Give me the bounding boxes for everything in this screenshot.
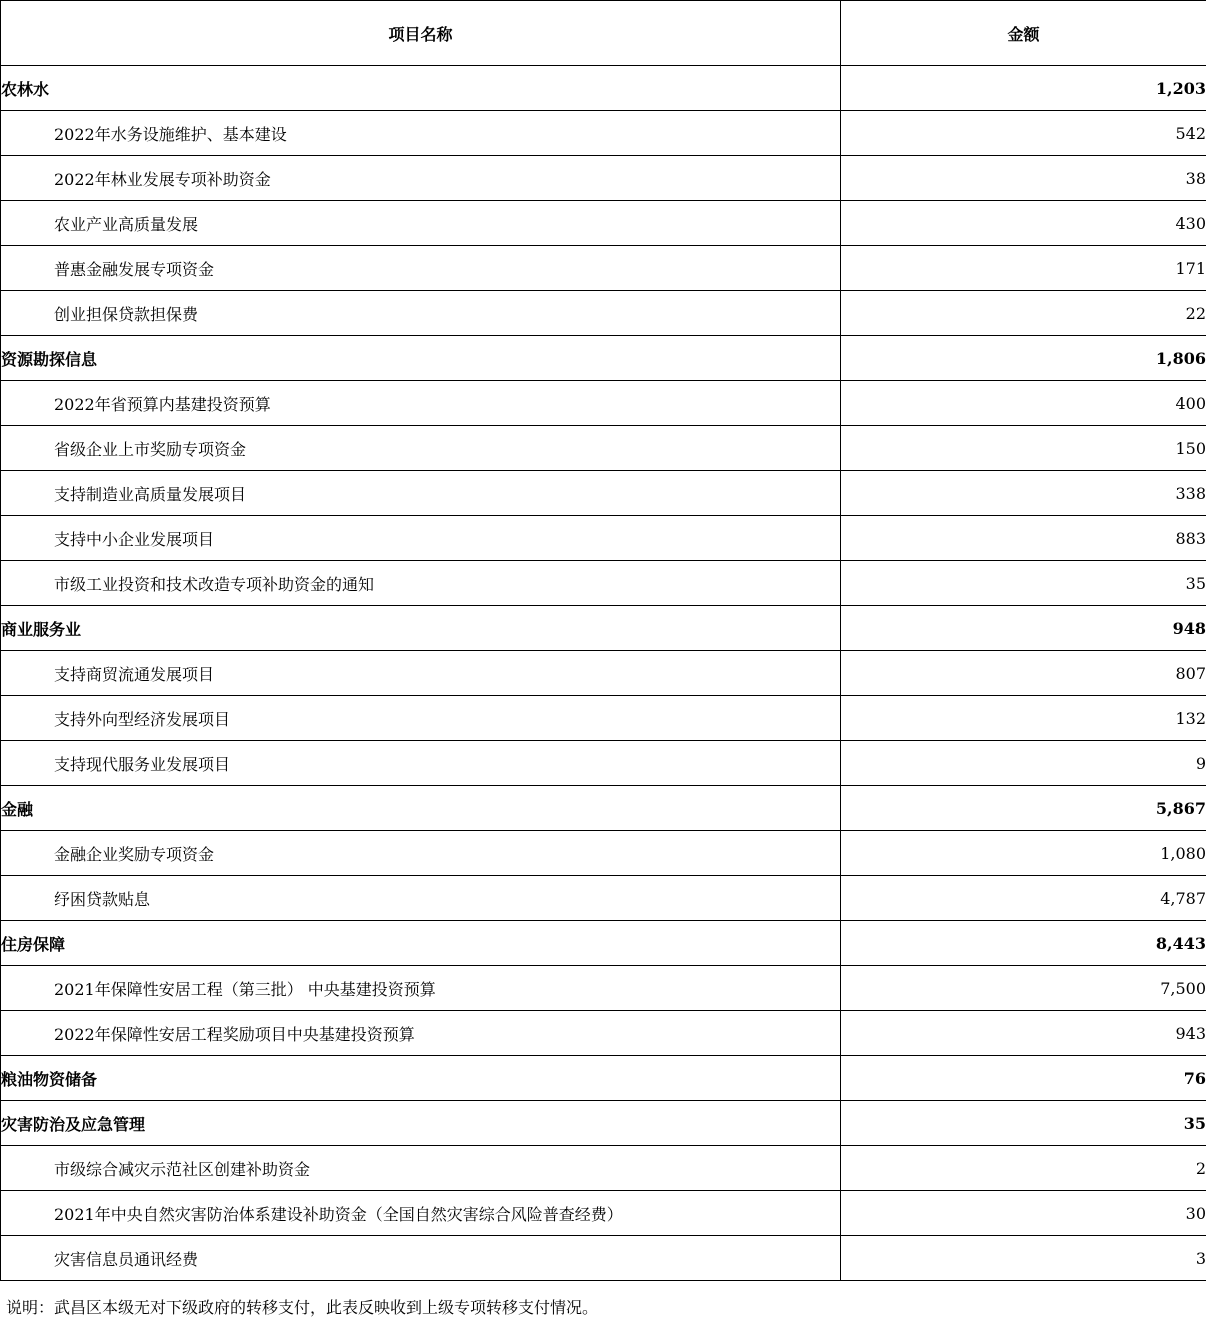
- project-name-cell: 2022年林业发展专项补助资金: [1, 156, 841, 201]
- table-row: [1, 1011, 1206, 1056]
- table-row: [1, 1236, 1206, 1281]
- amount-cell: 807: [841, 651, 1206, 696]
- amount-cell: 2: [841, 1146, 1206, 1191]
- table-header-row: [1, 1, 1206, 66]
- table-row: [1, 246, 1206, 291]
- project-name-cell: 支持商贸流通发展项目: [1, 651, 841, 696]
- table-row: [1, 1191, 1206, 1236]
- table-row: [1, 291, 1206, 336]
- amount-cell: 883: [841, 516, 1206, 561]
- table-row: [1, 111, 1206, 156]
- amount-cell: 7,500: [841, 966, 1206, 1011]
- amount-cell: 9: [841, 741, 1206, 786]
- category-row: [1, 921, 1206, 966]
- project-name-cell: 灾害防治及应急管理: [1, 1101, 841, 1146]
- footnote: 说明：武昌区本级无对下级政府的转移支付，此表反映收到上级专项转移支付情况。: [6, 1298, 599, 1317]
- amount-cell: 338: [841, 471, 1206, 516]
- project-name-cell: 支持制造业高质量发展项目: [1, 471, 841, 516]
- amount-cell: 943: [841, 1011, 1206, 1056]
- table-row: [1, 1146, 1206, 1191]
- project-name-cell: 住房保障: [1, 921, 841, 966]
- amount-cell: 948: [841, 606, 1206, 651]
- amount-cell: 35: [841, 561, 1206, 606]
- table-row: [1, 966, 1206, 1011]
- category-row: [1, 786, 1206, 831]
- amount-cell: 4,787: [841, 876, 1206, 921]
- header-project-name: 项目名称: [1, 1, 841, 66]
- amount-cell: 38: [841, 156, 1206, 201]
- project-name-cell: 市级工业投资和技术改造专项补助资金的通知: [1, 561, 841, 606]
- amount-cell: 132: [841, 696, 1206, 741]
- table-row: [1, 876, 1206, 921]
- table-row: [1, 381, 1206, 426]
- amount-cell: 3: [841, 1236, 1206, 1281]
- project-name-cell: 支持中小企业发展项目: [1, 516, 841, 561]
- category-row: [1, 1056, 1206, 1101]
- table-row: [1, 831, 1206, 876]
- table-row: [1, 516, 1206, 561]
- amount-cell: 1,080: [841, 831, 1206, 876]
- project-name-cell: 创业担保贷款担保费: [1, 291, 841, 336]
- amount-cell: 76: [841, 1056, 1206, 1101]
- project-name-cell: 省级企业上市奖励专项资金: [1, 426, 841, 471]
- project-name-cell: 普惠金融发展专项资金: [1, 246, 841, 291]
- project-name-cell: 商业服务业: [1, 606, 841, 651]
- table-row: [1, 201, 1206, 246]
- table-row: [1, 561, 1206, 606]
- amount-cell: 35: [841, 1101, 1206, 1146]
- category-row: [1, 66, 1206, 111]
- project-name-cell: 2022年保障性安居工程奖励项目中央基建投资预算: [1, 1011, 841, 1056]
- project-name-cell: 粮油物资储备: [1, 1056, 841, 1101]
- header-amount: 金额: [841, 1, 1206, 66]
- project-name-cell: 2022年水务设施维护、基本建设: [1, 111, 841, 156]
- project-name-cell: 灾害信息员通讯经费: [1, 1236, 841, 1281]
- category-row: [1, 336, 1206, 381]
- amount-cell: 1,203: [841, 66, 1206, 111]
- project-name-cell: 支持外向型经济发展项目: [1, 696, 841, 741]
- table-row: [1, 741, 1206, 786]
- table-row: [1, 696, 1206, 741]
- amount-cell: 30: [841, 1191, 1206, 1236]
- table-row: [1, 156, 1206, 201]
- project-name-cell: 资源勘探信息: [1, 336, 841, 381]
- project-name-cell: 2022年省预算内基建投资预算: [1, 381, 841, 426]
- amount-cell: 22: [841, 291, 1206, 336]
- amount-cell: 430: [841, 201, 1206, 246]
- project-name-cell: 支持现代服务业发展项目: [1, 741, 841, 786]
- table-row: [1, 426, 1206, 471]
- amount-cell: 1,806: [841, 336, 1206, 381]
- table-row: [1, 651, 1206, 696]
- project-name-cell: 农业产业高质量发展: [1, 201, 841, 246]
- table-row: [1, 471, 1206, 516]
- project-name-cell: 市级综合减灾示范社区创建补助资金: [1, 1146, 841, 1191]
- project-name-cell: 2021年中央自然灾害防治体系建设补助资金（全国自然灾害综合风险普查经费）: [1, 1191, 841, 1236]
- category-row: [1, 1101, 1206, 1146]
- amount-cell: 5,867: [841, 786, 1206, 831]
- project-name-cell: 纾困贷款贴息: [1, 876, 841, 921]
- amount-cell: 171: [841, 246, 1206, 291]
- project-name-cell: 2021年保障性安居工程（第三批） 中央基建投资预算: [1, 966, 841, 1011]
- amount-cell: 8,443: [841, 921, 1206, 966]
- amount-cell: 150: [841, 426, 1206, 471]
- amount-cell: 542: [841, 111, 1206, 156]
- project-name-cell: 金融企业奖励专项资金: [1, 831, 841, 876]
- project-name-cell: 农林水: [1, 66, 841, 111]
- category-row: [1, 606, 1206, 651]
- project-name-cell: 金融: [1, 786, 841, 831]
- amount-cell: 400: [841, 381, 1206, 426]
